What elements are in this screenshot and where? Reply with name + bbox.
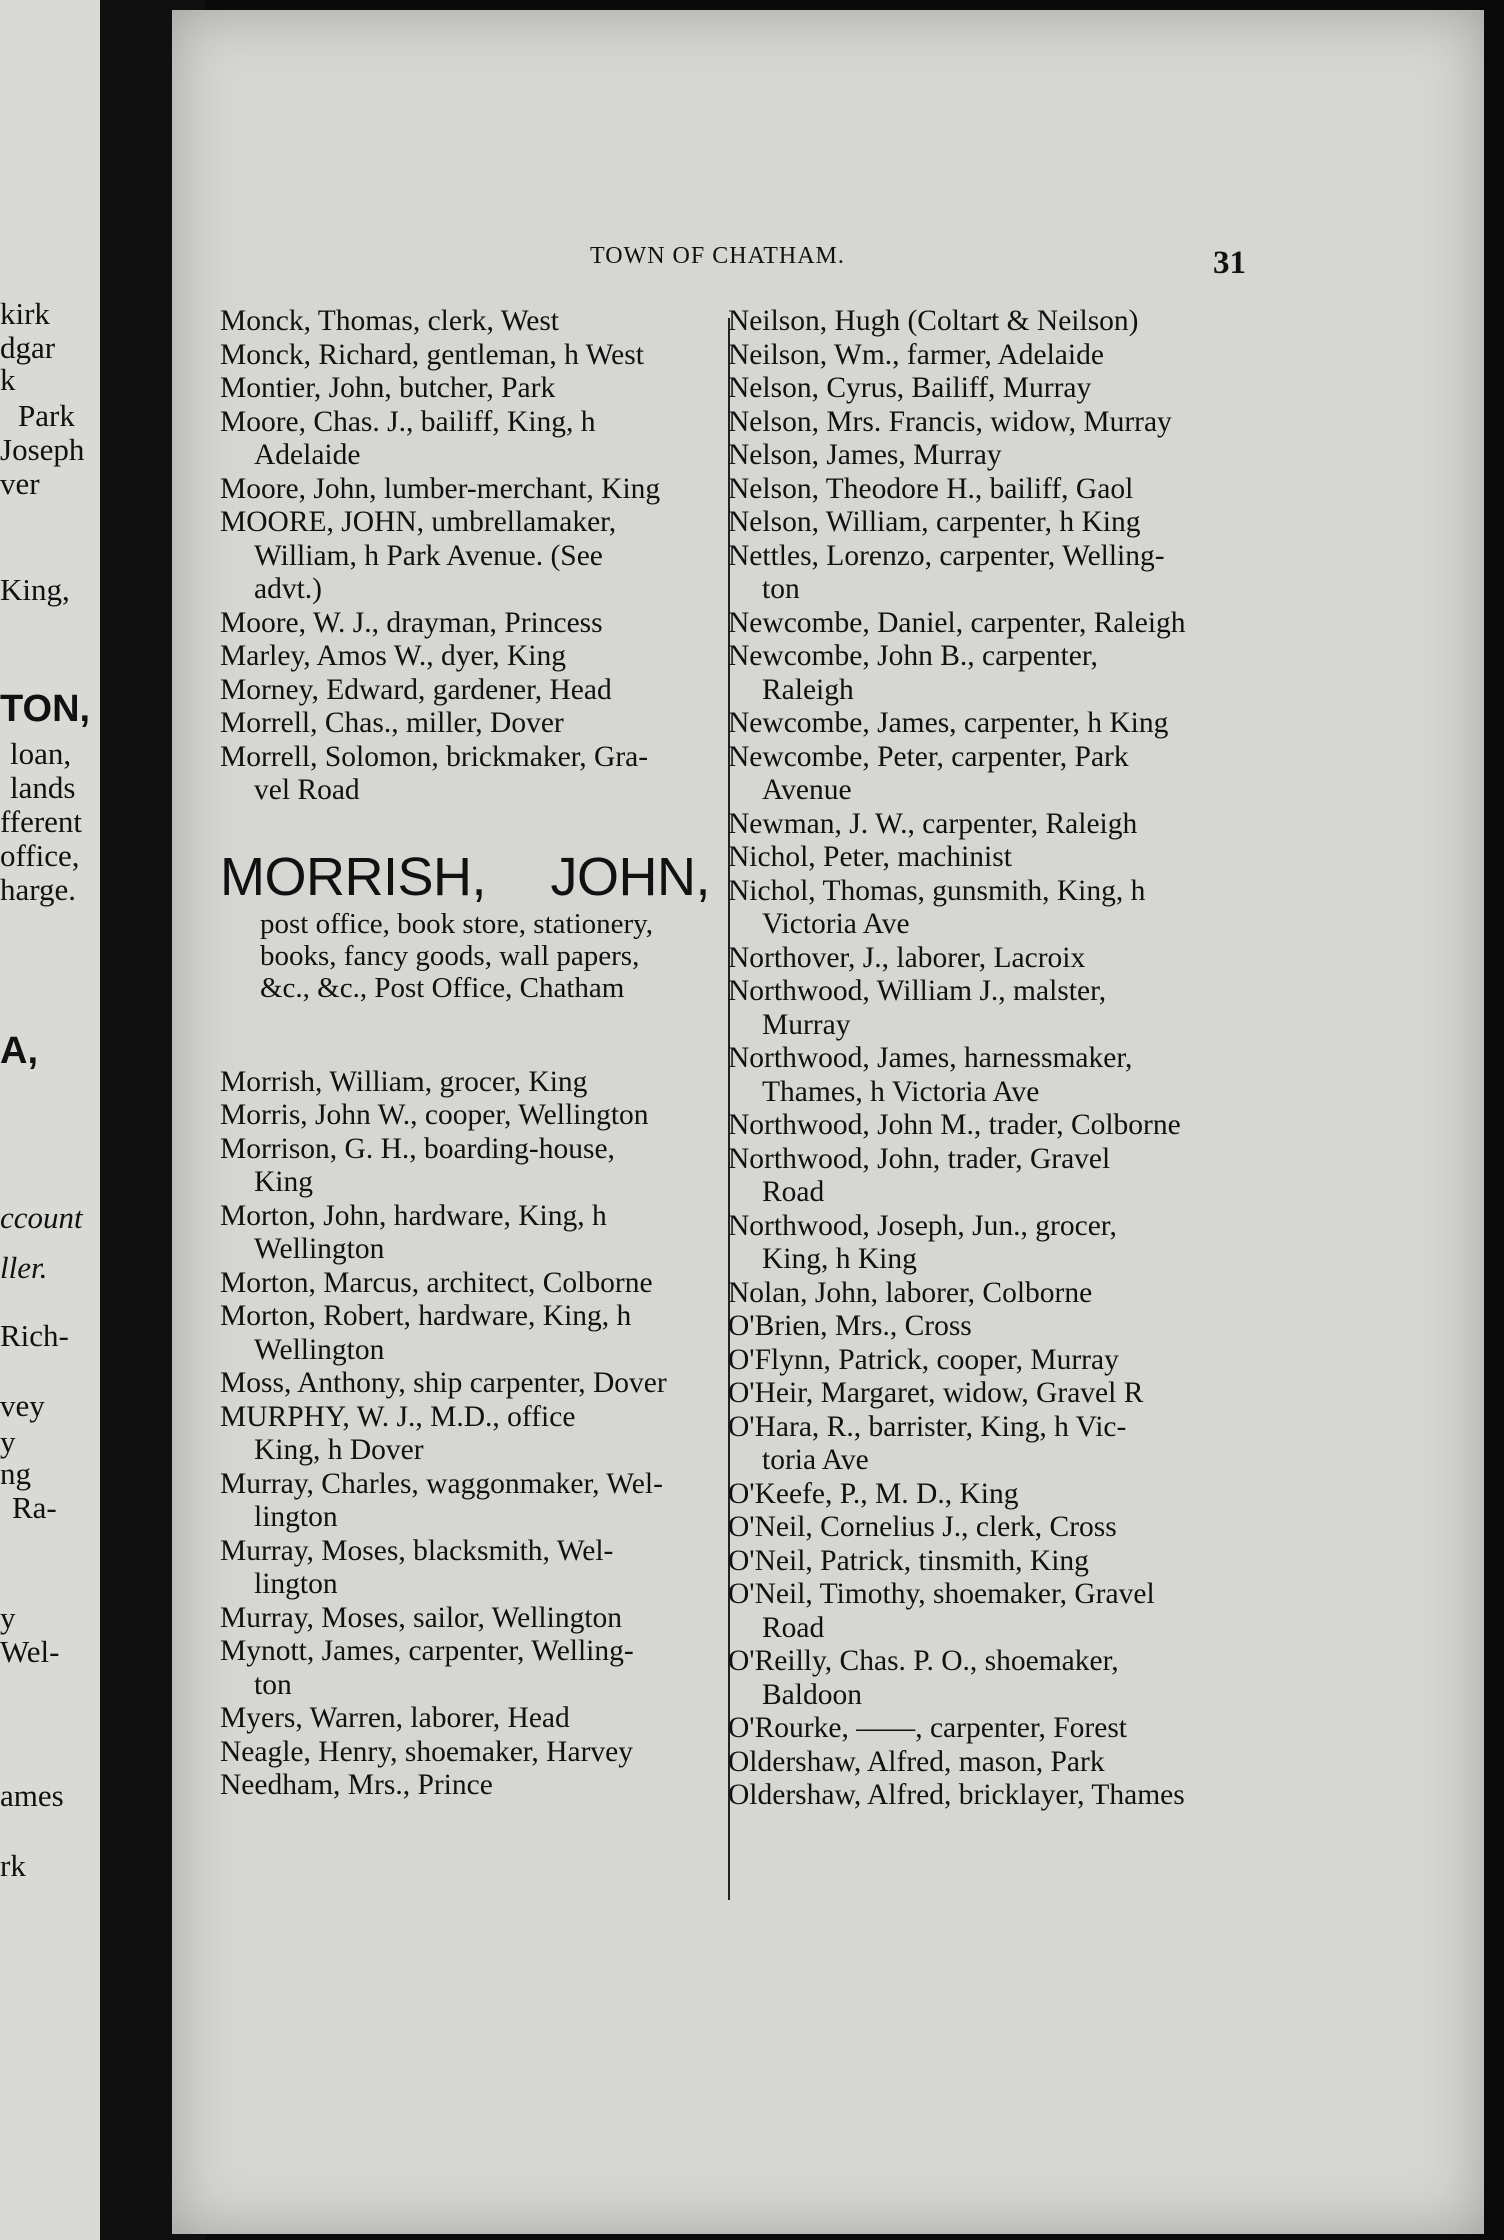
facing-page-fragment: rk	[0, 1848, 26, 1883]
entry-continuation: King, h King	[762, 1243, 917, 1275]
facing-page-fragment: Rich-	[0, 1318, 69, 1353]
directory-entry	[728, 1143, 1248, 1210]
entry-line: Murray, Charles, waggonmaker, Wel-	[220, 1467, 663, 1500]
entry-continuation: Baldoon	[762, 1678, 862, 1711]
entry-continuation: Road	[762, 1176, 825, 1208]
directory-entry	[728, 942, 1248, 976]
facing-page-fragment: fferent	[0, 804, 83, 839]
right-column	[728, 305, 1248, 1813]
entry-line: Morton, John, hardware, King, h	[220, 1199, 607, 1232]
facing-page-fragment: lands	[10, 770, 76, 805]
entry-line: O'Neil, Patrick, tinsmith, King	[728, 1544, 1089, 1577]
entry-continuation: vel Road	[254, 774, 360, 806]
directory-entry	[728, 1277, 1248, 1311]
entry-line: Northwood, John M., trader, Colborne	[728, 1109, 1181, 1141]
entry-line: Murray, Moses, blacksmith, Wel-	[220, 1534, 614, 1567]
directory-entry	[220, 1367, 720, 1401]
directory-entry	[728, 1109, 1248, 1143]
entry-line: Nettles, Lorenzo, carpenter, Welling-	[728, 539, 1165, 572]
entry-line: Morrison, G. H., boarding-house,	[220, 1132, 615, 1165]
entry-line: Neilson, Hugh (Coltart & Neilson)	[728, 305, 1139, 337]
directory-entry	[728, 473, 1248, 507]
entry-line: Morton, Robert, hardware, King, h	[220, 1300, 632, 1332]
entry-line: Morrish, William, grocer, King	[220, 1065, 588, 1098]
entry-line: Newcombe, James, carpenter, h King	[728, 707, 1169, 739]
entry-line: Nelson, Mrs. Francis, widow, Murray	[728, 405, 1172, 438]
directory-entry	[220, 1635, 720, 1702]
facing-page-fragment: dgar	[0, 330, 56, 365]
directory-entry	[728, 305, 1248, 339]
facing-page-fragment: ng	[0, 1456, 31, 1491]
entry-line: O'Keefe, P., M. D., King	[728, 1477, 1019, 1510]
entry-list-m-n	[220, 1066, 720, 1803]
facing-page-fragment: ver	[0, 466, 40, 501]
entry-line: Morrell, Solomon, brickmaker, Gra-	[220, 740, 649, 773]
directory-entry	[220, 640, 720, 674]
directory-entry	[728, 607, 1248, 641]
facing-page-fragment: TON,	[0, 688, 91, 730]
directory-entry	[220, 1702, 720, 1736]
entry-line: Moore, Chas. J., bailiff, King, h	[220, 405, 596, 438]
entry-continuation: Raleigh	[762, 673, 854, 706]
entry-continuation: Murray	[762, 1008, 851, 1041]
directory-entry	[728, 1511, 1248, 1545]
directory-entry	[728, 372, 1248, 406]
facing-page-fragment: Joseph	[0, 432, 85, 467]
entry-line: Monck, Richard, gentleman, h West	[220, 338, 644, 371]
directory-entry	[220, 607, 720, 641]
directory-entry	[728, 741, 1248, 808]
directory-entry	[728, 540, 1248, 607]
entry-continuation: Road	[762, 1611, 825, 1644]
entry-list-m	[220, 305, 720, 808]
directory-entry	[220, 1535, 720, 1602]
directory-entry	[728, 1746, 1248, 1780]
entry-continuation: Thames, h Victoria Ave	[762, 1075, 1040, 1108]
directory-entry	[220, 305, 720, 339]
directory-entry	[220, 1736, 720, 1770]
entry-list-n-o	[728, 305, 1248, 1813]
directory-entry	[220, 1468, 720, 1535]
directory-entry	[728, 1377, 1248, 1411]
directory-entry	[728, 1478, 1248, 1512]
entry-continuation: Wellington	[254, 1233, 385, 1265]
entry-line: MURPHY, W. J., M.D., office	[220, 1400, 576, 1433]
entry-line: Nelson, Cyrus, Bailiff, Murray	[728, 372, 1092, 404]
directory-entry	[220, 1200, 720, 1267]
directory-entry	[728, 1310, 1248, 1344]
directory-entry	[728, 875, 1248, 942]
ad-heading-forename: JOHN,	[550, 846, 710, 907]
directory-entry	[728, 1344, 1248, 1378]
directory-entry	[220, 1769, 720, 1803]
entry-line: Nichol, Peter, machinist	[728, 841, 1012, 873]
directory-entry	[728, 339, 1248, 373]
entry-line: O'Heir, Margaret, widow, Gravel R	[728, 1377, 1144, 1409]
directory-entry	[728, 1712, 1248, 1746]
facing-page-fragment: y	[0, 1424, 16, 1459]
entry-line: O'Hara, R., barrister, King, h Vic-	[728, 1410, 1127, 1443]
page-header	[420, 243, 1260, 283]
directory-entry	[728, 1578, 1248, 1645]
entry-continuation: Adelaide	[254, 439, 361, 471]
entry-line: O'Brien, Mrs., Cross	[728, 1310, 972, 1342]
entry-line: Myers, Warren, laborer, Head	[220, 1702, 570, 1734]
entry-line: Marley, Amos W., dyer, King	[220, 640, 566, 672]
entry-line: Morney, Edward, gardener, Head	[220, 673, 612, 706]
entry-line: Northwood, William J., malster,	[728, 975, 1107, 1007]
entry-continuation: toria Ave	[762, 1444, 869, 1476]
entry-continuation: lington	[254, 1568, 338, 1600]
facing-page-fragment: ccount	[0, 1200, 83, 1235]
directory-entry	[220, 1602, 720, 1636]
entry-continuation: Wellington	[254, 1333, 385, 1366]
entry-line: O'Neil, Cornelius J., clerk, Cross	[728, 1511, 1117, 1543]
entry-line: Northwood, Joseph, Jun., grocer,	[728, 1209, 1117, 1242]
entry-line: Mynott, James, carpenter, Welling-	[220, 1635, 634, 1667]
entry-line: O'Reilly, Chas. P. O., shoemaker,	[728, 1645, 1119, 1677]
entry-line: Oldershaw, Alfred, bricklayer, Thames	[728, 1779, 1185, 1811]
entry-line: O'Neil, Timothy, shoemaker, Gravel	[728, 1578, 1155, 1610]
left-column	[220, 305, 720, 1803]
entry-line: Nolan, John, laborer, Colborne	[728, 1276, 1093, 1309]
entry-line: Newman, J. W., carpenter, Raleigh	[728, 807, 1138, 840]
entry-line: Moss, Anthony, ship carpenter, Dover	[220, 1367, 667, 1399]
entry-line: Nelson, James, Murray	[728, 439, 1002, 471]
directory-entry	[220, 741, 720, 808]
entry-line: Moore, W. J., drayman, Princess	[220, 606, 603, 639]
entry-line: Northwood, James, harnessmaker,	[728, 1042, 1133, 1074]
facing-page-fragment: office,	[0, 838, 80, 873]
entry-line: Nelson, William, carpenter, h King	[728, 506, 1141, 538]
directory-entry	[728, 1411, 1248, 1478]
directory-entry	[728, 1779, 1248, 1813]
entry-line: Newcombe, Daniel, carpenter, Raleigh	[728, 606, 1186, 639]
directory-entry	[728, 808, 1248, 842]
facing-page-fragment: vey	[0, 1388, 45, 1423]
directory-entry	[220, 1099, 720, 1133]
ad-heading-surname: MORRISH,	[220, 846, 486, 907]
entry-continuation: William, h Park Avenue. (See	[254, 539, 603, 572]
entry-line: Nelson, Theodore H., bailiff, Gaol	[728, 472, 1134, 505]
facing-page-fragment: A,	[0, 1030, 38, 1072]
entry-line: Monck, Thomas, clerk, West	[220, 305, 560, 337]
directory-entry	[220, 1267, 720, 1301]
directory-entry	[220, 1300, 720, 1367]
directory-entry	[728, 439, 1248, 473]
directory-entry	[728, 1042, 1248, 1109]
entry-line: O'Rourke, ——, carpenter, Forest	[728, 1712, 1127, 1744]
entry-line: Morton, Marcus, architect, Colborne	[220, 1266, 653, 1299]
directory-entry	[220, 339, 720, 373]
directory-entry	[728, 975, 1248, 1042]
ad-line: &c., &c., Post Office, Chatham	[260, 971, 625, 1004]
facing-page-fragment: Park	[18, 398, 75, 433]
page-number: 31	[1213, 245, 1246, 281]
directory-entry	[728, 406, 1248, 440]
facing-page-fragment: y	[0, 1600, 16, 1635]
entry-line: Murray, Moses, sailor, Wellington	[220, 1601, 623, 1634]
facing-page-fragment: ller.	[0, 1250, 48, 1285]
entry-line: Neagle, Henry, shoemaker, Harvey	[220, 1735, 633, 1768]
facing-page-fragment: King,	[0, 572, 70, 607]
ad-heading	[220, 846, 710, 908]
entry-continuation: Avenue	[762, 774, 852, 806]
entry-continuation: lington	[254, 1501, 338, 1533]
facing-page-fragment: loan,	[10, 736, 72, 771]
entry-line: Montier, John, butcher, Park	[220, 372, 556, 404]
directory-entry	[220, 707, 720, 741]
ad-body	[220, 908, 720, 1004]
directory-entry	[728, 1545, 1248, 1579]
facing-page-fragment: ames	[0, 1778, 64, 1813]
entry-line: Newcombe, Peter, carpenter, Park	[728, 740, 1129, 773]
directory-entry	[220, 1133, 720, 1200]
entry-continuation: ton	[762, 573, 800, 605]
directory-entry	[220, 674, 720, 708]
entry-line: Moore, John, lumber-merchant, King	[220, 472, 661, 505]
entry-line: Morris, John W., cooper, Wellington	[220, 1099, 649, 1131]
entry-continuation: advt.)	[254, 573, 322, 605]
directory-entry	[220, 1401, 720, 1468]
entry-line: Needham, Mrs., Prince	[220, 1769, 493, 1801]
facing-page-fragment: harge.	[0, 872, 77, 907]
directory-entry	[220, 372, 720, 406]
entry-line: Northover, J., laborer, Lacroix	[728, 941, 1086, 974]
directory-entry	[728, 707, 1248, 741]
entry-continuation: King, h Dover	[254, 1434, 424, 1466]
facing-page-fragment: Wel-	[0, 1634, 60, 1669]
entry-line: Northwood, John, trader, Gravel	[728, 1142, 1111, 1175]
directory-entry	[728, 506, 1248, 540]
entry-line: O'Flynn, Patrick, cooper, Murray	[728, 1343, 1119, 1376]
entry-line: Morrell, Chas., miller, Dover	[220, 707, 564, 739]
entry-continuation: ton	[254, 1668, 292, 1701]
entry-line: Oldershaw, Alfred, mason, Park	[728, 1745, 1105, 1778]
entry-continuation: Victoria Ave	[762, 908, 910, 940]
directory-entry	[728, 841, 1248, 875]
running-title: TOWN OF CHATHAM.	[590, 243, 845, 269]
ad-line: books, fancy goods, wall papers,	[260, 939, 640, 972]
facing-page-fragment: Ra-	[12, 1490, 57, 1525]
directory-entry	[220, 473, 720, 507]
entry-line: MOORE, JOHN, umbrellamaker,	[220, 506, 617, 538]
directory-entry	[220, 506, 720, 607]
facing-page-fragment: kirk	[0, 296, 50, 331]
directory-entry	[220, 1066, 720, 1100]
entry-line: Newcombe, John B., carpenter,	[728, 640, 1098, 672]
entry-line: Nichol, Thomas, gunsmith, King, h	[728, 874, 1146, 907]
entry-continuation: King	[254, 1166, 313, 1198]
facing-page-fragment: k	[0, 362, 16, 397]
ad-line: post office, book store, stationery,	[260, 907, 654, 940]
advertisement-morrish	[220, 846, 720, 1004]
directory-entry	[728, 1645, 1248, 1712]
directory-entry	[728, 1210, 1248, 1277]
entry-line: Neilson, Wm., farmer, Adelaide	[728, 338, 1104, 371]
directory-entry	[728, 640, 1248, 707]
directory-entry	[220, 406, 720, 473]
